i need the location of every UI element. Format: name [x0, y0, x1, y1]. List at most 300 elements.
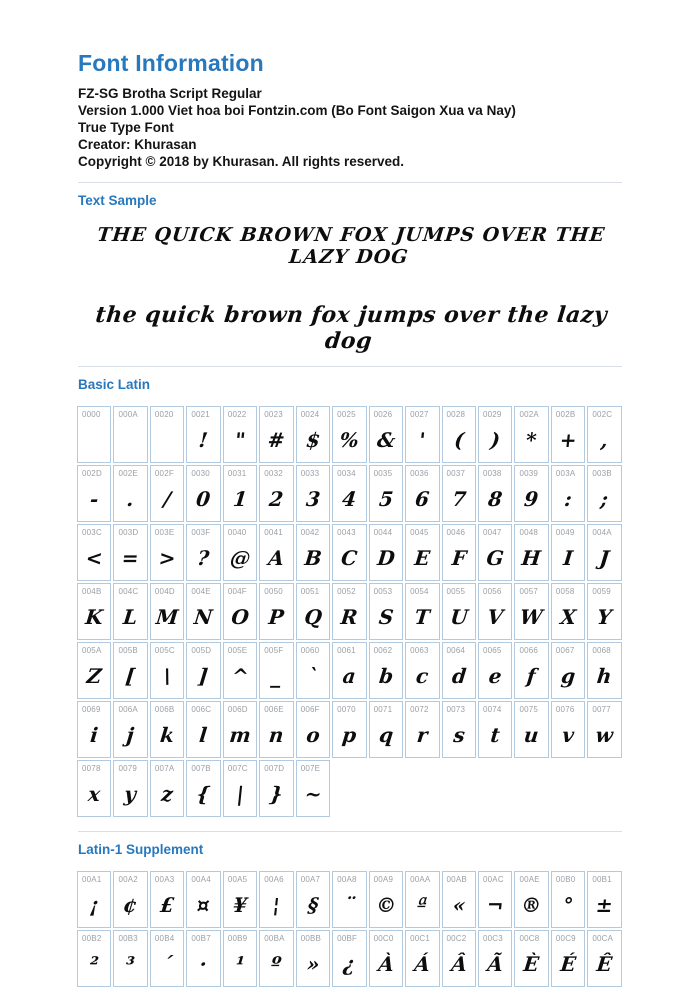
codepoint-label: 0063: [410, 646, 429, 655]
codepoint-label: 0024: [300, 410, 320, 419]
glyph-cell: [186, 871, 220, 928]
glyph-sample: ¡: [88, 893, 100, 917]
codepoint-label: 005C: [154, 646, 175, 655]
glyph-sample: I: [562, 546, 575, 570]
glyph-sample: 3: [304, 487, 322, 511]
glyph-cell: [514, 406, 548, 463]
glyph-cell: [77, 930, 111, 987]
codepoint-label: 0020: [154, 410, 174, 419]
glyph-cell: [296, 760, 330, 817]
glyph-cell: [478, 406, 512, 463]
codepoint-label: 0054: [410, 587, 429, 596]
font-name: FZ-SG Brotha Script Regular: [78, 86, 262, 101]
glyph-cell: [587, 701, 622, 758]
codepoint-label: 00BB: [300, 934, 322, 943]
font-type: True Type Font: [78, 120, 174, 135]
glyph-cell: [551, 642, 585, 699]
codepoint-label: 0031: [227, 469, 247, 478]
glyph-sample: ¬: [485, 893, 505, 917]
glyph-sample: `: [306, 664, 320, 688]
glyph-cell: [259, 642, 293, 699]
codepoint-label: 0043: [337, 528, 356, 537]
glyph-cell: [332, 465, 366, 522]
codepoint-label: 007B: [191, 764, 211, 773]
glyph-cell: [150, 760, 184, 817]
codepoint-label: 005A: [82, 646, 102, 655]
codepoint-label: 00AA: [410, 875, 431, 884]
codepoint-label: 00A6: [264, 875, 284, 884]
codepoint-label: 0048: [519, 528, 539, 537]
sample-uppercase-row: [78, 224, 622, 268]
glyph-cell: [77, 701, 111, 758]
codepoint-label: 0073: [446, 705, 466, 714]
glyph-cell: [587, 406, 622, 463]
sample-text-lowercase: the quick brown fox jumps over the lazy dog: [94, 302, 609, 354]
glyph-sample: G: [485, 546, 506, 570]
glyph-cell: [332, 406, 366, 463]
glyph-sample: s: [451, 723, 466, 747]
codepoint-label: 002E: [118, 469, 138, 478]
glyph-sample: °: [561, 893, 575, 917]
codepoint-label: 00B1: [592, 875, 612, 884]
basic-latin-heading: Basic Latin: [78, 377, 151, 392]
glyph-sample: ): [489, 428, 502, 452]
font-creator: Creator: Khurasan: [78, 137, 197, 152]
glyph-sample: S: [377, 605, 395, 629]
glyph-cell: [259, 930, 293, 987]
codepoint-label: 0051: [300, 587, 320, 596]
glyph-sample: |: [235, 782, 245, 806]
glyph-sample: ¢: [122, 893, 139, 917]
codepoint-label: 006B: [154, 705, 175, 714]
glyph-cell: [223, 930, 257, 987]
glyph-cell: [186, 406, 220, 463]
glyph-sample: t: [489, 723, 502, 747]
glyph-sample: º: [270, 952, 283, 976]
glyph-cell: [259, 406, 293, 463]
glyph-cell: [150, 583, 184, 640]
glyph-sample: .: [125, 487, 136, 511]
glyph-sample: ~: [303, 782, 323, 806]
glyph-cell: [405, 930, 439, 987]
codepoint-label: 0074: [482, 705, 502, 714]
glyph-cell: [332, 930, 366, 987]
glyph-cell: [587, 642, 622, 699]
glyph-sample: !: [197, 428, 210, 452]
codepoint-label: 0064: [446, 646, 466, 655]
glyph-cell: [259, 871, 293, 928]
glyph-cell: [442, 406, 476, 463]
glyph-sample: B: [303, 546, 323, 570]
glyph-cell: [113, 406, 147, 463]
glyph-sample: *: [525, 428, 539, 452]
glyph-cell: [551, 406, 585, 463]
glyph-cell: [113, 930, 147, 987]
glyph-cell: [587, 465, 622, 522]
glyph-sample: #: [266, 428, 287, 452]
codepoint-label: 0049: [555, 528, 575, 537]
glyph-sample: Á: [413, 952, 432, 976]
glyph-cell: [332, 871, 366, 928]
glyph-sample: Ê: [595, 952, 614, 976]
glyph-sample: ?: [196, 546, 211, 570]
glyph-sample: ¹: [234, 952, 246, 976]
codepoint-label: 00B3: [118, 934, 138, 943]
glyph-cell: [296, 406, 330, 463]
codepoint-label: 006F: [300, 705, 320, 714]
codepoint-label: 0037: [446, 469, 466, 478]
codepoint-label: 004E: [191, 587, 211, 596]
glyph-cell: [77, 642, 111, 699]
glyph-sample: W: [519, 605, 545, 629]
codepoint-label: 0075: [519, 705, 539, 714]
glyph-sample: Ã: [486, 952, 505, 976]
glyph-sample: d: [450, 664, 468, 688]
codepoint-label: 007C: [227, 764, 248, 773]
glyph-sample: ©: [374, 893, 398, 917]
glyph-sample: +: [558, 428, 578, 452]
glyph-sample: a: [341, 664, 358, 688]
glyph-sample: @: [228, 546, 252, 570]
glyph-sample: 4: [341, 487, 358, 511]
glyph-sample: J: [598, 546, 611, 570]
codepoint-label: 005B: [118, 646, 138, 655]
glyph-sample: g: [559, 664, 577, 688]
glyph-cell: [514, 583, 548, 640]
glyph-cell: [186, 930, 220, 987]
glyph-cell: [223, 642, 257, 699]
glyph-sample: M: [154, 605, 180, 629]
codepoint-label: 000A: [118, 410, 138, 419]
glyph-sample: [: [124, 664, 137, 688]
glyph-cell: [405, 406, 439, 463]
glyph-cell: [551, 583, 585, 640]
glyph-cell: [113, 701, 147, 758]
codepoint-label: 006E: [264, 705, 284, 714]
glyph-sample: V: [486, 605, 505, 629]
codepoint-label: 0028: [446, 410, 466, 419]
glyph-row: [77, 524, 622, 581]
codepoint-label: 0045: [410, 528, 429, 537]
glyph-sample: c: [414, 664, 430, 688]
glyph-sample: e: [487, 664, 503, 688]
glyph-cell: [150, 930, 184, 987]
glyph-sample: P: [267, 605, 286, 629]
glyph-cell: [405, 524, 439, 581]
codepoint-label: 00B2: [82, 934, 102, 943]
glyph-cell: [223, 583, 257, 640]
glyph-sample: {: [195, 782, 212, 806]
glyph-sample: y: [123, 782, 138, 806]
glyph-cell: [442, 930, 476, 987]
glyph-sample: i: [89, 723, 100, 747]
glyph-sample: >: [157, 546, 177, 570]
glyph-cell: [150, 406, 184, 463]
glyph-cell: [514, 642, 548, 699]
glyph-cell: [405, 465, 439, 522]
glyph-sample: C: [340, 546, 359, 570]
glyph-cell: [223, 760, 257, 817]
glyph-cell: [296, 930, 330, 987]
codepoint-label: 00B0: [555, 875, 576, 884]
glyph-row: [77, 406, 622, 463]
glyph-cell: [259, 524, 293, 581]
codepoint-label: 0033: [300, 469, 320, 478]
codepoint-label: 0072: [410, 705, 429, 714]
glyph-cell: [296, 465, 330, 522]
glyph-cell: [514, 465, 548, 522]
glyph-sample: o: [305, 723, 321, 747]
glyph-sample: &: [375, 428, 397, 452]
glyph-cell: [113, 583, 147, 640]
codepoint-label: 003A: [555, 469, 576, 478]
glyph-cell: [223, 406, 257, 463]
glyph-cell: [369, 406, 403, 463]
glyph-cell: [113, 760, 147, 817]
codepoint-label: 0078: [82, 764, 101, 773]
glyph-sample: É: [559, 952, 577, 976]
glyph-cell: [514, 930, 548, 987]
codepoint-label: 0065: [482, 646, 502, 655]
glyph-row: [77, 465, 622, 522]
glyph-sample: u: [523, 723, 541, 747]
glyph-cell: [478, 524, 512, 581]
glyph-sample: p: [341, 723, 358, 747]
glyph-sample: ¦: [271, 893, 282, 917]
glyph-row: [77, 583, 622, 640]
glyph-cell: [369, 701, 403, 758]
codepoint-label: 0046: [446, 528, 466, 537]
glyph-cell: [369, 642, 403, 699]
glyph-cell: [77, 406, 111, 463]
glyph-sample: w: [594, 723, 615, 747]
codepoint-label: 0032: [264, 469, 283, 478]
codepoint-label: 0027: [410, 410, 429, 419]
glyph-cell: [587, 930, 622, 987]
glyph-cell: [551, 930, 585, 987]
codepoint-label: 002A: [519, 410, 539, 419]
glyph-row: [77, 642, 622, 699]
codepoint-label: 0070: [337, 705, 356, 714]
glyph-sample: ¿: [342, 952, 357, 976]
codepoint-label: 003E: [154, 528, 175, 537]
codepoint-label: 0044: [373, 528, 393, 537]
glyph-sample: k: [158, 723, 176, 747]
glyph-sample: H: [520, 546, 543, 570]
codepoint-label: 007E: [300, 764, 321, 773]
glyph-cell: [296, 583, 330, 640]
glyph-sample: ´: [160, 952, 174, 976]
glyph-cell: [223, 701, 257, 758]
glyph-sample: ': [417, 428, 427, 452]
codepoint-label: 00AC: [482, 875, 504, 884]
glyph-cell: [478, 701, 512, 758]
codepoint-label: 0062: [373, 646, 393, 655]
codepoint-label: 0069: [82, 705, 101, 714]
codepoint-label: 00CA: [592, 934, 614, 943]
codepoint-label: 0052: [337, 587, 356, 596]
glyph-sample: K: [84, 605, 105, 629]
glyph-sample: ·: [198, 952, 209, 976]
font-copyright: Copyright © 2018 by Khurasan. All rights reserved.: [78, 154, 405, 169]
codepoint-label: 007A: [154, 764, 175, 773]
codepoint-label: 00B7: [191, 934, 211, 943]
glyph-sample: <: [84, 546, 104, 570]
glyph-sample: ¥: [231, 893, 249, 917]
codepoint-label: 004B: [82, 587, 102, 596]
codepoint-label: 0076: [555, 705, 575, 714]
glyph-cell: [369, 930, 403, 987]
codepoint-label: 0061: [337, 646, 356, 655]
glyph-sample: 8: [486, 487, 504, 511]
codepoint-label: 007D: [264, 764, 285, 773]
glyph-sample: 0: [195, 487, 212, 511]
glyph-cell: [77, 760, 111, 817]
glyph-cell: [478, 871, 512, 928]
codepoint-label: 00BA: [264, 934, 285, 943]
glyph-cell: [150, 524, 184, 581]
glyph-cell: [442, 465, 476, 522]
glyph-cell: [332, 701, 366, 758]
codepoint-label: 002F: [154, 469, 174, 478]
glyph-sample: Y: [596, 605, 614, 629]
codepoint-label: 0042: [300, 528, 320, 537]
glyph-cell: [186, 465, 220, 522]
codepoint-label: 00A7: [300, 875, 321, 884]
codepoint-label: 00C1: [410, 934, 431, 943]
latin1-supplement-table: [75, 869, 624, 989]
codepoint-label: 005D: [191, 646, 212, 655]
glyph-cell: [223, 465, 257, 522]
glyph-cell: [442, 524, 476, 581]
glyph-cell: [369, 465, 403, 522]
glyph-sample: ,: [599, 428, 610, 452]
codepoint-label: 00A8: [337, 875, 357, 884]
glyph-sample: $: [304, 428, 322, 452]
codepoint-label: 00A5: [227, 875, 248, 884]
glyph-cell: [405, 583, 439, 640]
sample-text-uppercase: THE QUICK BROWN FOX JUMPS OVER THE LAZY DOG: [96, 224, 607, 268]
codepoint-label: 002C: [592, 410, 613, 419]
codepoint-label: 006C: [191, 705, 212, 714]
codepoint-label: 0056: [482, 587, 502, 596]
glyph-cell: [150, 871, 184, 928]
glyph-sample: ±: [595, 893, 615, 917]
codepoint-label: 0035: [373, 469, 393, 478]
codepoint-label: 0066: [519, 646, 539, 655]
section-divider: [78, 831, 622, 832]
codepoint-label: 0058: [555, 587, 575, 596]
glyph-cell: [186, 583, 220, 640]
glyph-cell: [514, 871, 548, 928]
codepoint-label: 0025: [337, 410, 356, 419]
codepoint-label: 0050: [264, 587, 283, 596]
glyph-cell: [77, 871, 111, 928]
glyph-sample: E: [413, 546, 432, 570]
page-title: Font Information: [78, 50, 264, 76]
codepoint-label: 00B4: [154, 934, 175, 943]
glyph-sample: _: [270, 664, 283, 688]
glyph-sample: ^: [230, 664, 250, 688]
codepoint-label: 0030: [191, 469, 210, 478]
glyph-sample: È: [522, 952, 541, 976]
glyph-sample: v: [561, 723, 576, 747]
glyph-cell: [442, 583, 476, 640]
glyph-cell: [150, 465, 184, 522]
glyph-cell: [332, 583, 366, 640]
codepoint-label: 002B: [555, 410, 576, 419]
glyph-sample: 2: [268, 487, 285, 511]
codepoint-label: 006D: [227, 705, 248, 714]
glyph-sample: h: [596, 664, 614, 688]
glyph-cell: [296, 701, 330, 758]
glyph-cell: [587, 524, 622, 581]
codepoint-label: 00C2: [446, 934, 467, 943]
glyph-cell: [478, 583, 512, 640]
glyph-sample: ]: [197, 664, 210, 688]
glyph-cell: [369, 583, 403, 640]
glyph-cell: [442, 871, 476, 928]
codepoint-label: 003B: [592, 469, 612, 478]
glyph-sample: £: [158, 893, 176, 917]
glyph-cell: [77, 583, 111, 640]
glyph-cell: [186, 760, 220, 817]
codepoint-label: 002D: [82, 469, 102, 478]
codepoint-label: 00AB: [446, 875, 467, 884]
codepoint-label: 00A1: [82, 875, 102, 884]
codepoint-label: 005E: [227, 646, 248, 655]
glyph-cell: [77, 465, 111, 522]
latin1-supplement-heading: Latin-1 Supplement: [78, 842, 204, 857]
glyph-sample: O: [230, 605, 251, 629]
glyph-cell: [259, 701, 293, 758]
font-details: [78, 85, 622, 170]
codepoint-label: 0068: [592, 646, 611, 655]
codepoint-label: 004A: [592, 528, 612, 537]
glyph-cell: [405, 871, 439, 928]
glyph-sample: z: [160, 782, 175, 806]
glyph-cell: [587, 871, 622, 928]
glyph-sample: n: [267, 723, 286, 747]
glyph-cell: [369, 524, 403, 581]
glyph-sample: j: [125, 723, 136, 747]
glyph-sample: ²: [88, 952, 100, 976]
glyph-sample: «: [451, 893, 467, 917]
glyph-sample: T: [413, 605, 432, 629]
glyph-sample: R: [339, 605, 359, 629]
glyph-sample: l: [198, 723, 209, 747]
codepoint-label: 0029: [482, 410, 502, 419]
glyph-sample: ®: [520, 893, 543, 917]
codepoint-label: 004D: [154, 587, 175, 596]
glyph-sample: :: [563, 487, 574, 511]
codepoint-label: 0079: [118, 764, 138, 773]
codepoint-label: 003F: [191, 528, 211, 537]
glyph-row: [77, 930, 622, 987]
codepoint-label: 0059: [592, 587, 611, 596]
codepoint-label: 0026: [373, 410, 393, 419]
codepoint-label: 006A: [118, 705, 138, 714]
glyph-cell: [551, 465, 585, 522]
glyph-row: [77, 701, 622, 758]
glyph-sample: ¤: [195, 893, 212, 917]
glyph-sample: 9: [523, 487, 540, 511]
glyph-sample: »: [305, 952, 321, 976]
glyph-sample: b: [377, 664, 395, 688]
sample-lowercase-row: [78, 302, 622, 354]
glyph-sample: }: [268, 782, 285, 806]
glyph-row: [77, 760, 622, 817]
